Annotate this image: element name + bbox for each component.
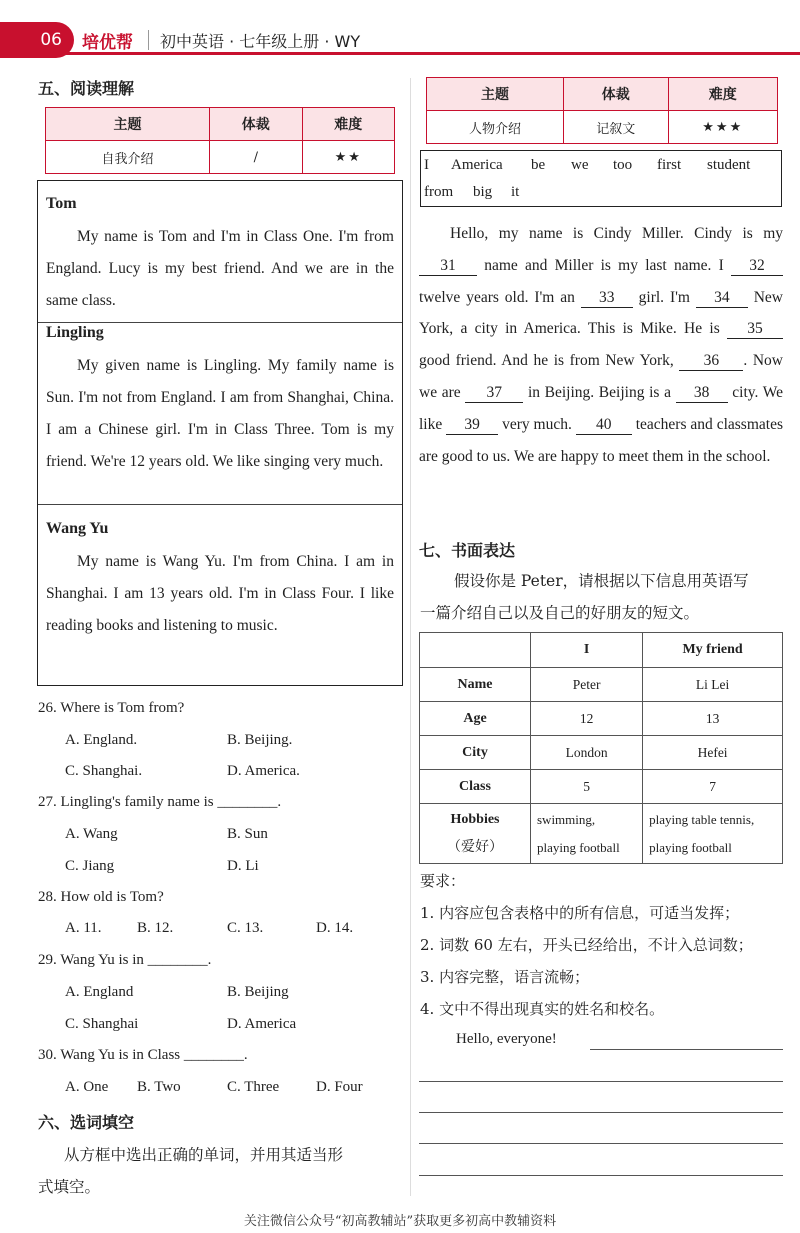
cloze-instruction: 从方框中选出正确的单词，并用其适当形	[64, 1146, 344, 1164]
cloze-instruction: 式填空。	[38, 1178, 101, 1196]
writing-line[interactable]	[590, 1049, 783, 1050]
meta-topic: 人物介绍	[427, 111, 564, 144]
hobbies-label: Hobbies	[450, 811, 500, 827]
cell: 5	[531, 770, 643, 804]
option: B. 12.	[137, 920, 174, 936]
passage-wang-yu	[38, 504, 402, 685]
cell: 12	[531, 702, 643, 736]
cell: 7	[643, 770, 783, 804]
blank-40[interactable]: 40	[576, 416, 632, 435]
header-divider	[148, 30, 149, 50]
writing-instruction: 假设你是 Peter，请根据以下信息用英语写	[454, 572, 749, 590]
option: D. America.	[227, 763, 300, 779]
option: D. Four	[316, 1079, 363, 1095]
row-label: Name	[420, 668, 531, 702]
option: B. Sun	[227, 826, 268, 842]
table-corner	[420, 633, 531, 668]
cell: London	[531, 736, 643, 770]
meta-difficulty: ★★★	[668, 111, 777, 144]
cell-hobbies-friend	[643, 804, 783, 864]
option: D. 14.	[316, 920, 354, 936]
col-header: I	[531, 633, 643, 668]
passage-name: Lingling	[46, 324, 104, 341]
option: D. Li	[227, 858, 259, 874]
cloze-text: twelve years old. I'm an	[419, 288, 575, 306]
cloze-text: in Beijing. Beijing is a	[527, 383, 671, 401]
page-number-badge: 06	[0, 22, 74, 58]
writing-section-title: 七、书面表达	[419, 541, 516, 560]
reading-passage-box	[37, 180, 403, 686]
writing-opening: Hello, everyone!	[456, 1031, 557, 1047]
option: A. England.	[65, 732, 138, 748]
cloze-text: good friend. And he is from New York,	[419, 352, 674, 370]
word-bank-item: too	[613, 157, 633, 173]
option: A. England	[65, 984, 134, 1000]
option: C. Shanghai	[65, 1016, 139, 1032]
option: C. 13.	[227, 920, 264, 936]
word-bank-item: America	[451, 157, 503, 173]
cloze-text: very much.	[502, 415, 572, 433]
requirements-title: 要求：	[420, 872, 466, 890]
cloze-passage	[419, 218, 783, 472]
option: A. One	[65, 1079, 109, 1095]
col-header: My friend	[643, 633, 783, 668]
writing-line[interactable]	[419, 1081, 783, 1082]
writing-line[interactable]	[419, 1175, 783, 1176]
requirement-item: 1. 内容应包含表格中的所有信息，可适当发挥；	[420, 904, 740, 922]
word-bank-item: it	[511, 184, 520, 200]
meta-header: 难度	[668, 78, 777, 111]
meta-header: 体裁	[563, 78, 668, 111]
meta-topic: 自我介绍	[46, 141, 210, 174]
cloze-text: city. We like	[419, 383, 784, 433]
meta-header: 主题	[46, 108, 210, 141]
word-bank-item: first	[657, 157, 682, 173]
cloze-text: girl. I'm	[638, 288, 690, 306]
blank-37[interactable]: 37	[465, 384, 523, 403]
blank-31[interactable]: 31	[419, 257, 477, 276]
meta-header: 主题	[427, 78, 564, 111]
option: C. Three	[227, 1079, 280, 1095]
hobby: playing football	[649, 839, 732, 855]
question-28: 28. How old is Tom?	[38, 889, 164, 905]
cell-hobbies-i	[531, 804, 643, 864]
blank-39[interactable]: 39	[446, 416, 498, 435]
requirement-item: 2. 词数 60 左右，开头已经给出，不计入总词数；	[420, 936, 753, 954]
word-bank-item: be	[531, 157, 546, 173]
question-29: 29. Wang Yu is in ________.	[38, 952, 212, 968]
hobbies-label-cn: （爱好）	[447, 839, 503, 855]
requirement-item: 3. 内容完整，语言流畅；	[420, 968, 590, 986]
blank-35[interactable]: 35	[727, 320, 783, 339]
writing-line[interactable]	[419, 1143, 783, 1144]
option: B. Beijing.	[227, 732, 293, 748]
cell: Peter	[531, 668, 643, 702]
hobby: swimming,	[537, 811, 596, 827]
blank-33[interactable]: 33	[581, 289, 633, 308]
cloze-text: name and Miller is my last name. I	[484, 256, 724, 274]
row-label: Age	[420, 702, 531, 736]
writing-line[interactable]	[419, 1112, 783, 1113]
blank-34[interactable]: 34	[696, 289, 748, 308]
meta-genre: 记叙文	[563, 111, 668, 144]
word-bank-item: I	[424, 157, 429, 173]
word-bank-item: big	[473, 184, 493, 200]
writing-info-table	[419, 632, 783, 864]
meta-genre: /	[210, 141, 302, 174]
option: A. 11.	[65, 920, 102, 936]
passage-text: My name is Tom and I'm in Class One. I'm from England. Lucy is my best friend. And we are in the same class.	[46, 228, 394, 309]
row-label: City	[420, 736, 531, 770]
passage-text: My given name is Lingling. My family name is Sun. I'm not from England. I am from Shanghai, China. I am a Chinese girl. I'm in Class Three. Tom is my friend. We're 12 years old. We like singing very much.	[46, 357, 394, 470]
word-bank-item: from	[424, 184, 454, 200]
reading-section-title: 五、阅读理解	[38, 79, 135, 98]
footer-note: 关注微信公众号“初高教辅站”获取更多初高中教辅资料	[243, 1214, 557, 1229]
cloze-text: Hello, my name is Cindy Miller. Cindy is my	[450, 225, 783, 242]
passage-text: My name is Wang Yu. I'm from China. I am in Shanghai. I am 13 years old. I'm in Class Four. I like reading books and listening to music.	[46, 553, 394, 634]
cloze-text: teachers and classmates are good to us. We are happy to meet them in the school.	[419, 415, 783, 465]
hobby: playing table tennis,	[649, 811, 755, 827]
passage-lingling	[38, 322, 402, 505]
book-title: 初中英语 · 七年级上册 · WY	[160, 32, 361, 51]
option: D. America	[227, 1016, 297, 1032]
option: C. Jiang	[65, 858, 115, 874]
writing-instruction: 一篇介绍自己以及自己的好朋友的短文。	[420, 604, 700, 622]
meta-header: 难度	[302, 108, 394, 141]
hobby: playing football	[537, 839, 620, 855]
meta-header: 体裁	[210, 108, 302, 141]
cloze-section-title: 六、选词填空	[38, 1113, 135, 1132]
cell: Li Lei	[643, 668, 783, 702]
option: B. Two	[137, 1079, 181, 1095]
passage-name: Wang Yu	[46, 520, 109, 537]
word-bank-box	[420, 150, 782, 207]
blank-32[interactable]: 32	[731, 257, 783, 276]
question-30: 30. Wang Yu is in Class ________.	[38, 1047, 248, 1063]
reading-meta-table	[45, 107, 395, 174]
word-bank-item: student	[707, 157, 751, 173]
cloze-text: New York, a city in America. This is Mike. He is	[419, 288, 784, 338]
question-27: 27. Lingling's family name is ________.	[38, 794, 282, 810]
cell: 13	[643, 702, 783, 736]
column-divider	[410, 78, 411, 1196]
word-bank-item: we	[571, 157, 589, 173]
passage-tom	[38, 181, 402, 323]
cloze-text: . Now we are	[419, 352, 784, 401]
option: C. Shanghai.	[65, 763, 143, 779]
brand-name: 培优帮	[82, 33, 133, 53]
option: A. Wang	[65, 826, 118, 842]
blank-38[interactable]: 38	[676, 384, 728, 403]
row-label: Class	[420, 770, 531, 804]
meta-difficulty: ★★	[302, 141, 394, 174]
requirement-item: 4. 文中不得出现真实的姓名和校名。	[420, 1000, 665, 1018]
cell: Hefei	[643, 736, 783, 770]
blank-36[interactable]: 36	[679, 352, 743, 371]
passage-name: Tom	[46, 195, 77, 212]
question-26: 26. Where is Tom from?	[38, 700, 185, 716]
cloze-meta-table	[426, 77, 778, 144]
row-label-hobbies	[420, 804, 531, 864]
option: B. Beijing	[227, 984, 289, 1000]
